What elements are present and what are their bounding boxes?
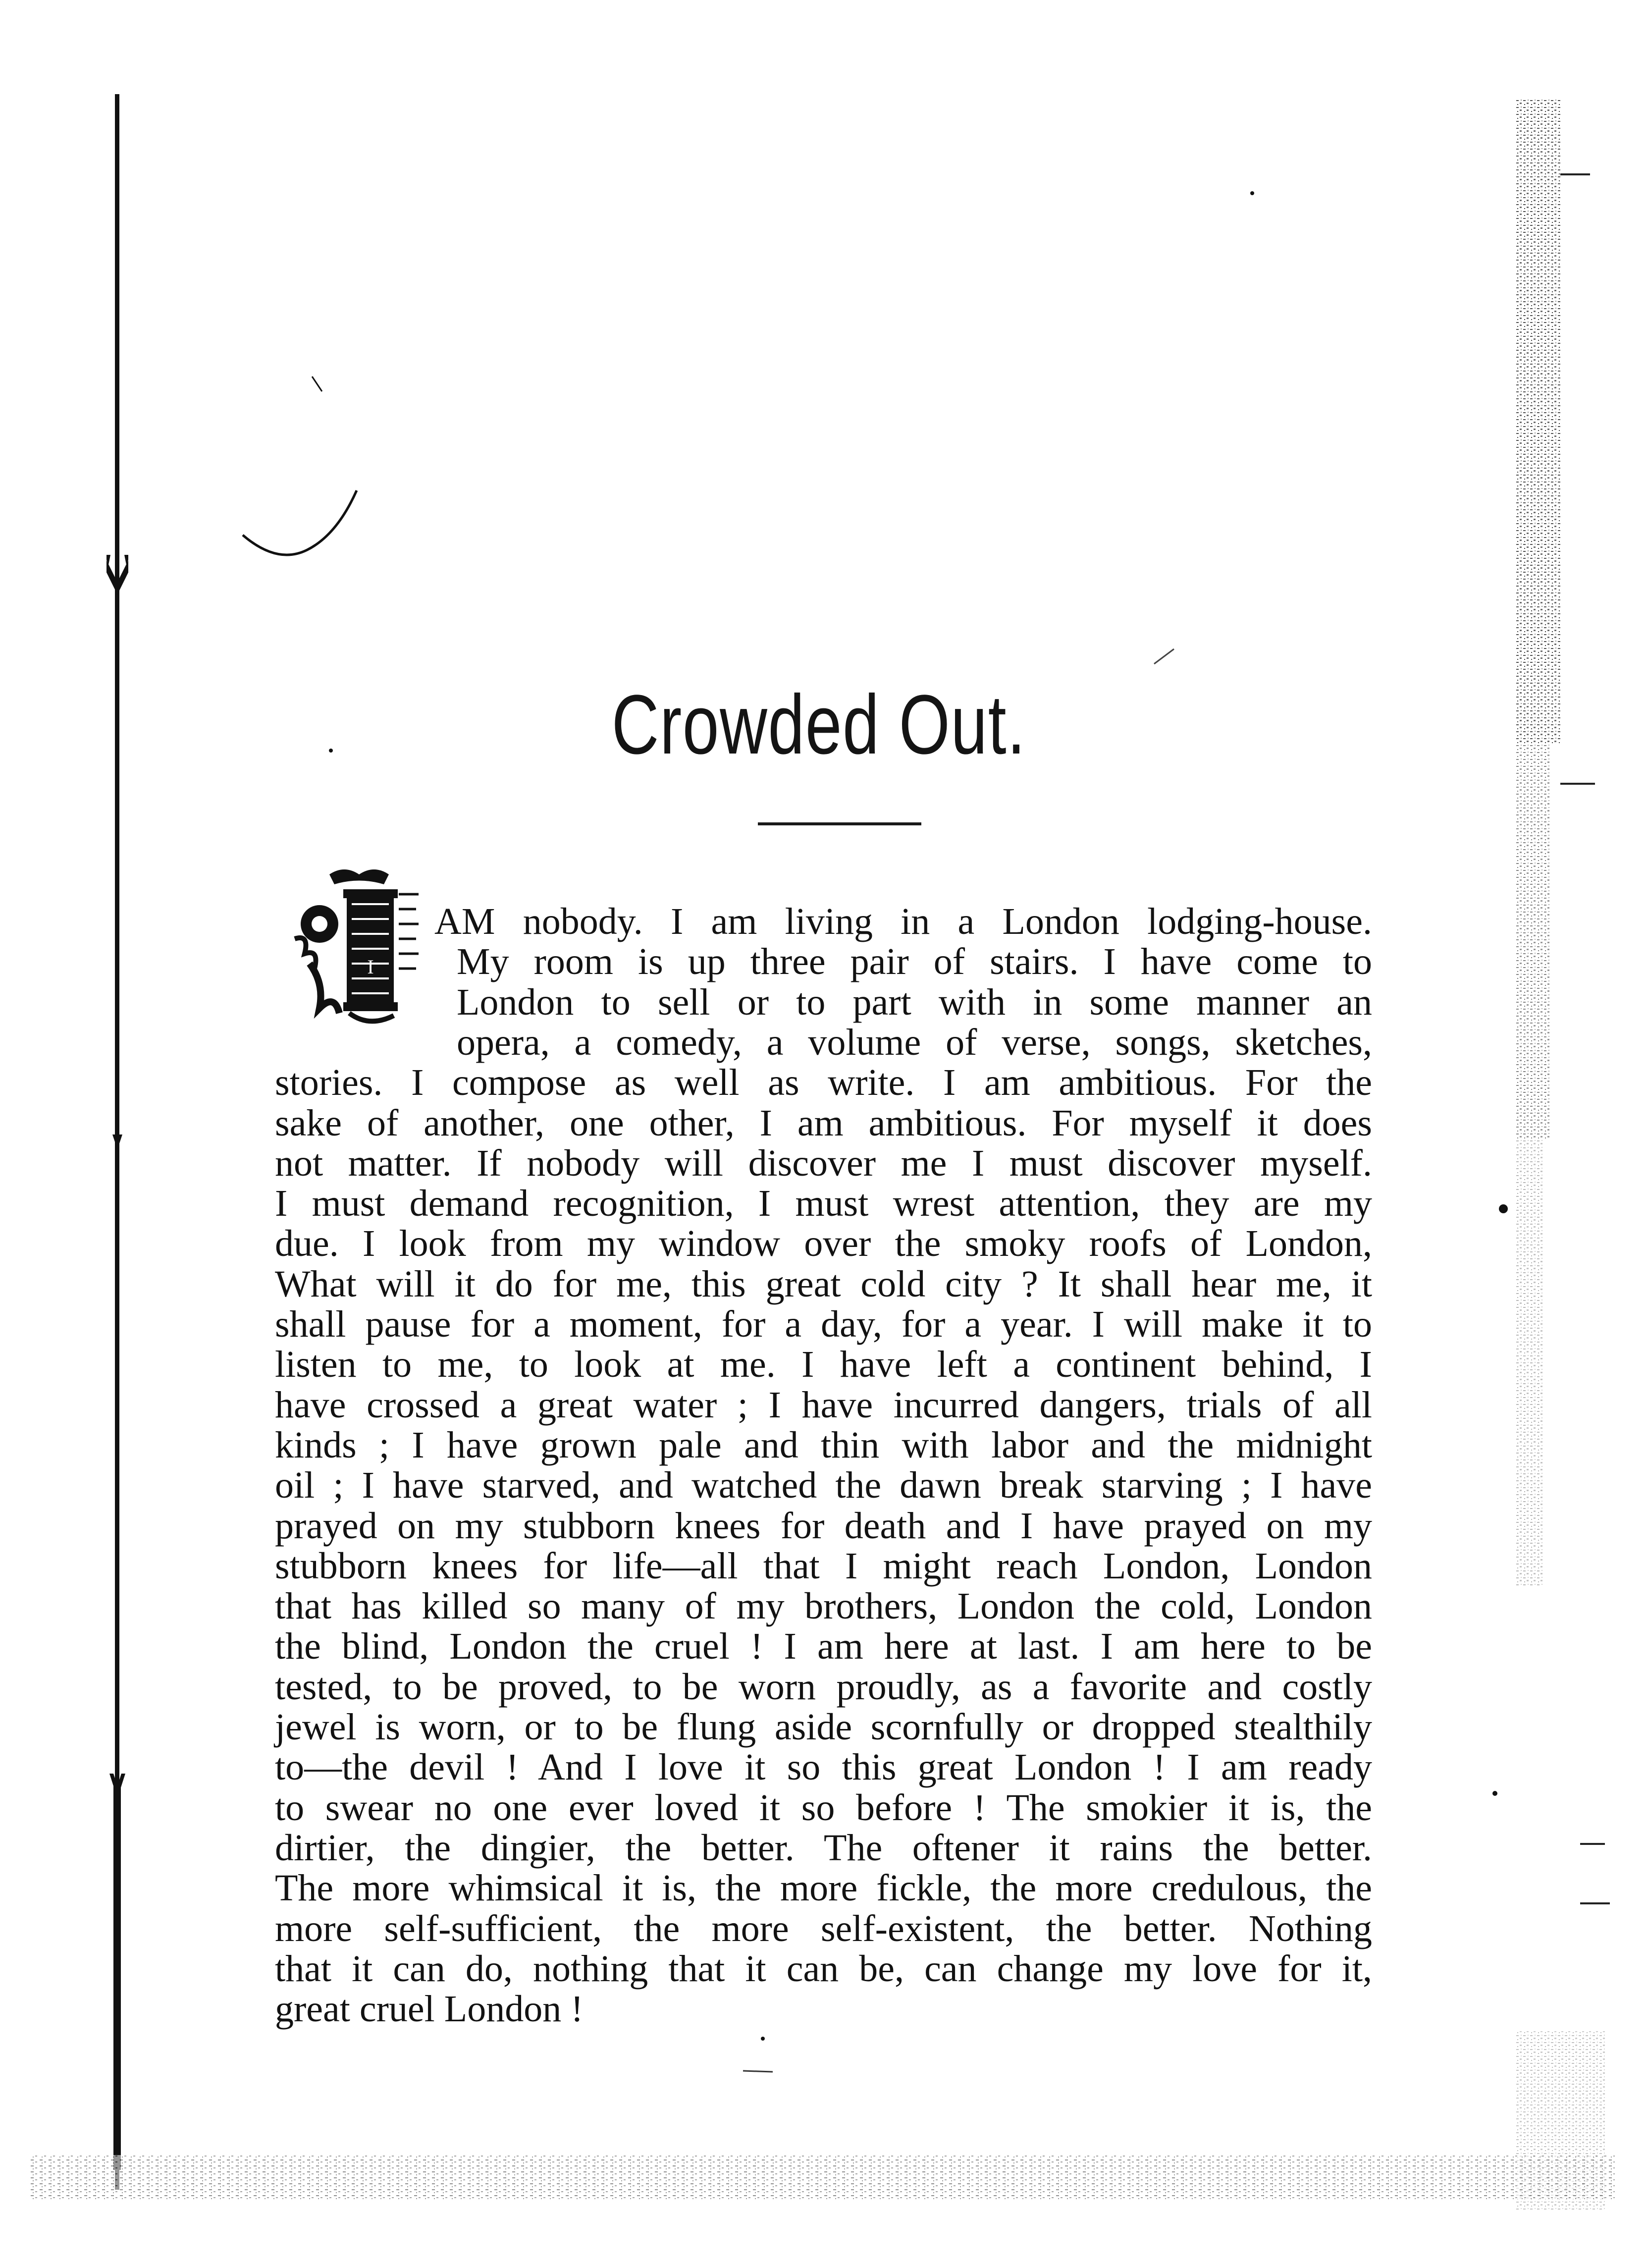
text-line: stories. I compose as well as write. I am ambitious. For the bbox=[275, 1062, 1372, 1104]
text-line: great cruel London ! bbox=[275, 1988, 584, 2030]
text-line: jewel is worn, or to be flung aside scornfully or dropped stealthily bbox=[275, 1706, 1372, 1748]
ornamental-drop-cap bbox=[290, 864, 426, 1028]
text-line: have crossed a great water ; I have incurred dangers, trials of all bbox=[275, 1384, 1372, 1426]
text-line: My room is up three pair of stairs. I have come to bbox=[457, 941, 1372, 983]
title-underline-rule bbox=[758, 822, 921, 825]
text-line: to swear no one ever loved it so before ! The smokier it is, the bbox=[275, 1786, 1372, 1829]
text-line: tested, to be proved, to be worn proudly, as a favorite and costly bbox=[275, 1666, 1372, 1708]
page-title: Crowded Out. bbox=[611, 678, 1026, 772]
text-line: opera, a comedy, a volume of verse, songs, sketches, bbox=[457, 1021, 1372, 1063]
text-line: kinds ; I have grown pale and thin with labor and the midnight bbox=[275, 1424, 1372, 1466]
text-line: not matter. If nobody will discover me I must discover myself. bbox=[275, 1142, 1372, 1184]
text-line: that it can do, nothing that it can be, can change my love for it, bbox=[275, 1947, 1372, 1990]
text-line: shall pause for a moment, for a day, for a year. I will make it to bbox=[275, 1303, 1372, 1345]
drop-cap-letter: I bbox=[367, 956, 374, 978]
text-line: that has killed so many of my brothers, London the cold, London bbox=[275, 1585, 1372, 1627]
text-line: due. I look from my window over the smoky roofs of London, bbox=[275, 1223, 1372, 1265]
text-line: London to sell or to part with in some manner an bbox=[457, 981, 1372, 1023]
text-line: to—the devil ! And I love it so this great London ! I am ready bbox=[275, 1746, 1372, 1788]
text-line: prayed on my stubborn knees for death and I have prayed on my bbox=[275, 1505, 1372, 1547]
text-line: sake of another, one other, I am ambitious. For myself it does bbox=[275, 1102, 1372, 1144]
text-line: AM nobody. I am living in a London lodging-house. bbox=[434, 901, 1372, 942]
text-line: stubborn knees for life—all that I might reach London, London bbox=[275, 1545, 1372, 1587]
text-line: listen to me, to look at me. I have left a continent behind, I bbox=[275, 1344, 1372, 1386]
text-line: dirtier, the dingier, the better. The oftener it rains the better. bbox=[275, 1827, 1372, 1869]
text-line: the blind, London the cruel ! I am here at last. I am here to be bbox=[275, 1625, 1372, 1668]
text-line: more self-sufficient, the more self-existent, the better. Nothing bbox=[275, 1907, 1372, 1949]
text-line: I must demand recognition, I must wrest attention, they are my bbox=[275, 1183, 1372, 1225]
text-line: The more whimsical it is, the more fickle, the more credulous, the bbox=[275, 1867, 1372, 1909]
text-line: oil ; I have starved, and watched the dawn break starving ; I have bbox=[275, 1464, 1372, 1507]
text-line: What will it do for me, this great cold city ? It shall hear me, it bbox=[275, 1263, 1372, 1305]
